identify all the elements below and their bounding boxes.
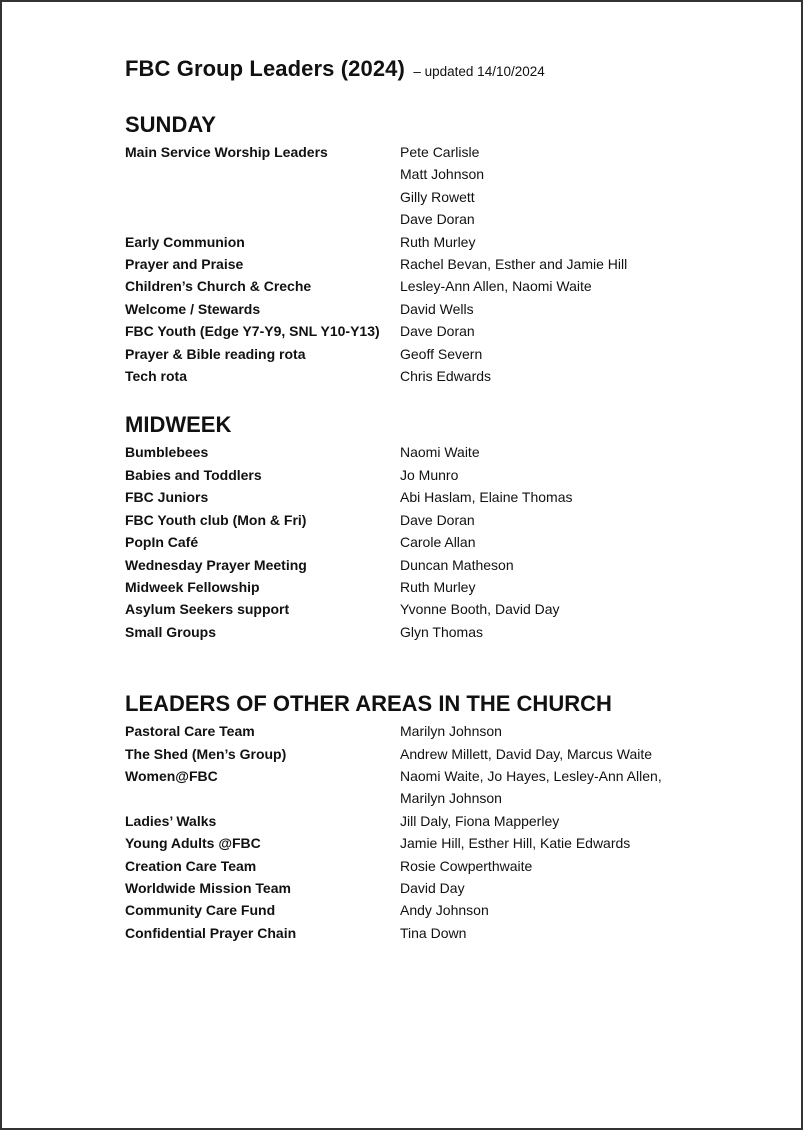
role-label: Pastoral Care Team bbox=[125, 723, 255, 740]
role-label: Small Groups bbox=[125, 623, 217, 640]
role-label: FBC Youth (Edge Y7-Y9, SNL Y10-Y13) bbox=[125, 323, 380, 340]
role-label: FBC Youth club (Mon & Fri) bbox=[125, 511, 307, 528]
leader-names: Ruth Murley bbox=[400, 233, 476, 250]
section-other-areas bbox=[125, 688, 745, 944]
role-label: Main Service Worship Leaders bbox=[125, 144, 328, 160]
role-label: PopIn Café bbox=[125, 534, 199, 551]
sunday-list bbox=[125, 141, 745, 387]
list-item bbox=[125, 509, 745, 531]
role-label: Prayer & Bible reading rota bbox=[125, 345, 306, 362]
leader-names: Jill Daly, Fiona Mapperley bbox=[400, 812, 560, 829]
list-item bbox=[125, 810, 745, 832]
leader-name: Gilly Rowett bbox=[400, 188, 475, 205]
document-content bbox=[125, 56, 745, 944]
list-item bbox=[125, 441, 745, 463]
leader-names: David Wells bbox=[400, 300, 474, 317]
role-label: Women@FBC bbox=[125, 767, 218, 784]
leader-names: Lesley-Ann Allen, Naomi Waite bbox=[400, 278, 592, 295]
page-title: FBC Group Leaders (2024) bbox=[125, 56, 405, 81]
list-item bbox=[125, 621, 745, 643]
role-label: Tech rota bbox=[125, 368, 187, 385]
leader-names: Jo Munro bbox=[400, 466, 459, 483]
leader-names: Carole Allan bbox=[400, 534, 476, 551]
role-label: FBC Juniors bbox=[125, 489, 209, 506]
list-item bbox=[125, 531, 745, 553]
list-item bbox=[125, 253, 745, 275]
list-item bbox=[125, 720, 745, 742]
leader-names: Andy Johnson bbox=[400, 902, 489, 919]
list-item bbox=[125, 899, 745, 921]
leader-names: Jamie Hill, Esther Hill, Katie Edwards bbox=[400, 835, 631, 852]
section-midweek bbox=[125, 409, 745, 643]
list-item bbox=[125, 231, 745, 253]
list-item bbox=[125, 576, 745, 598]
leader-names: Rachel Bevan, Esther and Jamie Hill bbox=[400, 256, 628, 273]
other-areas-list bbox=[125, 720, 745, 944]
list-item bbox=[125, 464, 745, 486]
leader-names bbox=[400, 765, 745, 810]
role-label: Early Communion bbox=[125, 233, 245, 250]
section-heading-sunday: SUNDAY bbox=[125, 112, 216, 137]
list-item bbox=[125, 922, 745, 944]
midweek-list bbox=[125, 441, 745, 643]
role-label: Welcome / Stewards bbox=[125, 300, 261, 317]
leader-names bbox=[400, 141, 745, 231]
role-label: Young Adults @FBC bbox=[125, 835, 261, 852]
role-label: Wednesday Prayer Meeting bbox=[125, 556, 307, 573]
title-line bbox=[125, 56, 745, 90]
role-label: Ladies’ Walks bbox=[125, 812, 217, 829]
leader-names: Dave Doran bbox=[400, 323, 475, 340]
list-item bbox=[125, 141, 745, 231]
list-item bbox=[125, 855, 745, 877]
leader-names: Dave Doran bbox=[400, 511, 475, 528]
list-item bbox=[125, 486, 745, 508]
leader-names: Naomi Waite bbox=[400, 444, 480, 461]
role-label: Bumblebees bbox=[125, 444, 209, 461]
section-heading-midweek: MIDWEEK bbox=[125, 412, 232, 438]
leader-name: Naomi Waite, Jo Hayes, Lesley-Ann Allen, bbox=[400, 767, 662, 784]
role-label: Community Care Fund bbox=[125, 902, 276, 919]
role-label: Confidential Prayer Chain bbox=[125, 924, 297, 941]
leader-names: Chris Edwards bbox=[400, 368, 492, 385]
section-sunday bbox=[125, 109, 745, 387]
leader-names: Ruth Murley bbox=[400, 578, 476, 595]
list-item bbox=[125, 554, 745, 576]
leader-names: Rosie Cowperthwaite bbox=[400, 857, 533, 874]
list-item bbox=[125, 743, 745, 765]
list-item bbox=[125, 832, 745, 854]
list-item bbox=[125, 598, 745, 620]
section-heading-other-areas: LEADERS OF OTHER AREAS IN THE CHURCH bbox=[125, 691, 612, 717]
role-label: Asylum Seekers support bbox=[125, 601, 290, 618]
leader-name: Matt Johnson bbox=[400, 166, 485, 183]
list-item bbox=[125, 365, 745, 387]
list-item bbox=[125, 343, 745, 365]
list-item bbox=[125, 275, 745, 297]
leader-names: Glyn Thomas bbox=[400, 623, 483, 640]
list-item bbox=[125, 298, 745, 320]
role-label: Prayer and Praise bbox=[125, 256, 244, 273]
leader-name: Dave Doran bbox=[400, 211, 475, 228]
leader-names: Andrew Millett, David Day, Marcus Waite bbox=[400, 745, 653, 762]
role-label: Worldwide Mission Team bbox=[125, 879, 291, 896]
leader-names: Duncan Matheson bbox=[400, 556, 514, 573]
leader-names: Tina Down bbox=[400, 924, 467, 941]
leader-name: Pete Carlisle bbox=[400, 144, 480, 160]
leader-names: David Day bbox=[400, 879, 465, 896]
role-label: Midweek Fellowship bbox=[125, 578, 260, 595]
list-item bbox=[125, 877, 745, 899]
leader-name: Marilyn Johnson bbox=[400, 790, 502, 807]
leader-names: Yvonne Booth, David Day bbox=[400, 601, 560, 618]
role-label: Creation Care Team bbox=[125, 857, 257, 874]
list-item bbox=[125, 765, 745, 810]
list-item bbox=[125, 320, 745, 342]
role-label: The Shed (Men’s Group) bbox=[125, 745, 287, 762]
leader-names: Geoff Severn bbox=[400, 345, 483, 362]
leader-names: Abi Haslam, Elaine Thomas bbox=[400, 489, 573, 506]
leader-names: Marilyn Johnson bbox=[400, 723, 502, 740]
role-label: Children’s Church & Creche bbox=[125, 278, 312, 295]
role-label: Babies and Toddlers bbox=[125, 466, 262, 483]
updated-date: – updated 14/10/2024 bbox=[413, 64, 545, 79]
